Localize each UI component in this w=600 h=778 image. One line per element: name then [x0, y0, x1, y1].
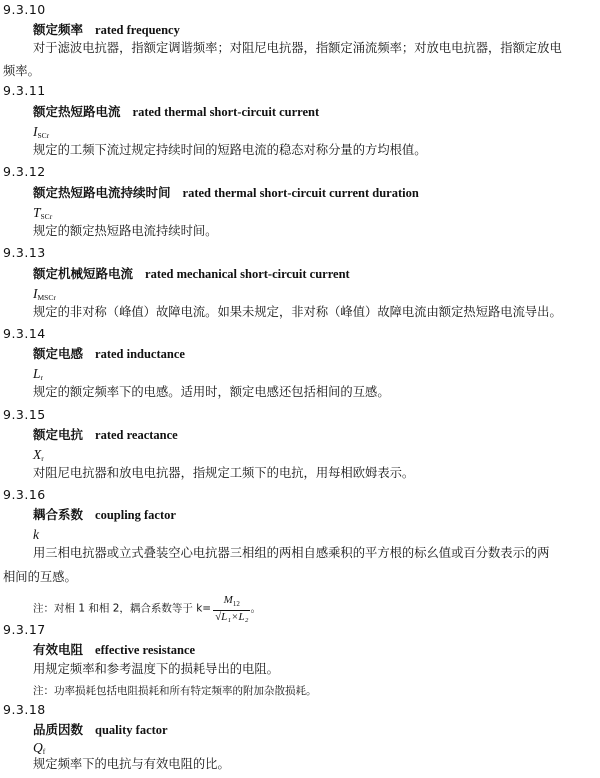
term-heading — [33, 346, 185, 362]
section-number: 9.3.15 — [3, 407, 46, 422]
term-english: effective resistance — [95, 643, 196, 657]
definition-continuation: 相间的互感。 — [3, 570, 77, 584]
definition-text: 规定的工频下流过规定持续时间的短路电流的稳态对称分量的方均根值。 — [33, 143, 427, 157]
term-english: rated frequency — [95, 23, 180, 37]
term-symbol: k — [33, 527, 39, 542]
section-number: 9.3.13 — [3, 245, 46, 260]
term-symbol: $I_{MSCr}$ — [33, 286, 56, 302]
term-chinese: 额定电感 — [33, 346, 84, 361]
definition-text: 对于滤波电抗器，指额定调谐频率；对阻尼电抗器，指额定涌流频率；对放电电抗器，指额定放电 — [33, 41, 562, 55]
coupling-formula: $\frac{M_{12}}{\text{√L₁×L₂}}$ — [215, 594, 249, 624]
definition-continuation: 频率。 — [3, 64, 40, 78]
term-heading — [33, 722, 168, 738]
term-heading — [33, 185, 419, 201]
definition-text: 用规定频率和参考温度下的损耗导出的电阻。 — [33, 662, 279, 676]
term-english: rated thermal short-circuit current — [132, 105, 320, 119]
section-number: 9.3.17 — [3, 622, 46, 637]
term-symbol: $L_r$ — [33, 366, 44, 382]
term-chinese: 额定机械短路电流 — [33, 266, 134, 281]
section-number: 9.3.12 — [3, 164, 46, 179]
term-chinese: 有效电阻 — [33, 642, 84, 657]
definition-text: 规定的非对称（峰值）故障电流。如果未规定，非对称（峰值）故障电流由额定热短路电流导出。 — [33, 305, 562, 319]
term-english: rated thermal short-circuit current duration — [182, 186, 419, 200]
term-heading — [33, 266, 350, 282]
section-number: 9.3.11 — [3, 83, 46, 98]
term-heading — [33, 642, 195, 658]
term-chinese: 额定电抗 — [33, 427, 84, 442]
term-english: coupling factor — [95, 508, 176, 522]
term-english: rated reactance — [95, 428, 178, 442]
term-heading — [33, 104, 319, 120]
note-formula: 注：对相 1 和相 2，耦合系数等于 k= $\frac{M_{12}}{\text{√L₁×L₂}}$ 。 — [33, 594, 261, 624]
definition-text: 规定的额定频率下的电感。适用时，额定电感还包括相间的互感。 — [33, 385, 390, 399]
term-chinese: 品质因数 — [33, 722, 84, 737]
section-number: 9.3.18 — [3, 702, 46, 717]
term-chinese: 额定热短路电流 — [33, 104, 121, 119]
term-chinese: 耦合系数 — [33, 507, 84, 522]
term-english: quality factor — [95, 723, 168, 737]
note-text: 注：对相 1 和相 2，耦合系数等于 k= — [33, 602, 212, 615]
note-text: 注：功率损耗包括电阻损耗和所有特定频率的附加杂散损耗。 — [33, 685, 317, 697]
term-english: rated inductance — [95, 347, 185, 361]
term-heading — [33, 507, 176, 523]
term-chinese: 额定热短路电流持续时间 — [33, 185, 171, 200]
term-english: rated mechanical short-circuit current — [145, 267, 350, 281]
term-heading — [33, 22, 180, 38]
section-number: 9.3.16 — [3, 487, 46, 502]
term-symbol: $T_{SCr}$ — [33, 205, 53, 221]
term-chinese: 额定频率 — [33, 22, 84, 37]
term-symbol: $Q_f$ — [33, 740, 46, 756]
section-number: 9.3.10 — [3, 2, 46, 17]
definition-text: 用三相电抗器或立式叠装空心电抗器三相组的两相自感乘积的平方根的标幺值或百分数表示的两 — [33, 546, 550, 560]
definition-text: 规定的额定热短路电流持续时间。 — [33, 224, 218, 238]
section-number: 9.3.14 — [3, 326, 46, 341]
term-heading — [33, 427, 178, 443]
term-symbol: $X_r$ — [33, 447, 44, 463]
definition-text: 规定频率下的电抗与有效电阻的比。 — [33, 757, 230, 771]
definition-text: 对阻尼电抗器和放电电抗器，指规定工频下的电抗，用每相欧姆表示。 — [33, 466, 415, 480]
term-symbol: $I_{SCr}$ — [33, 124, 50, 140]
